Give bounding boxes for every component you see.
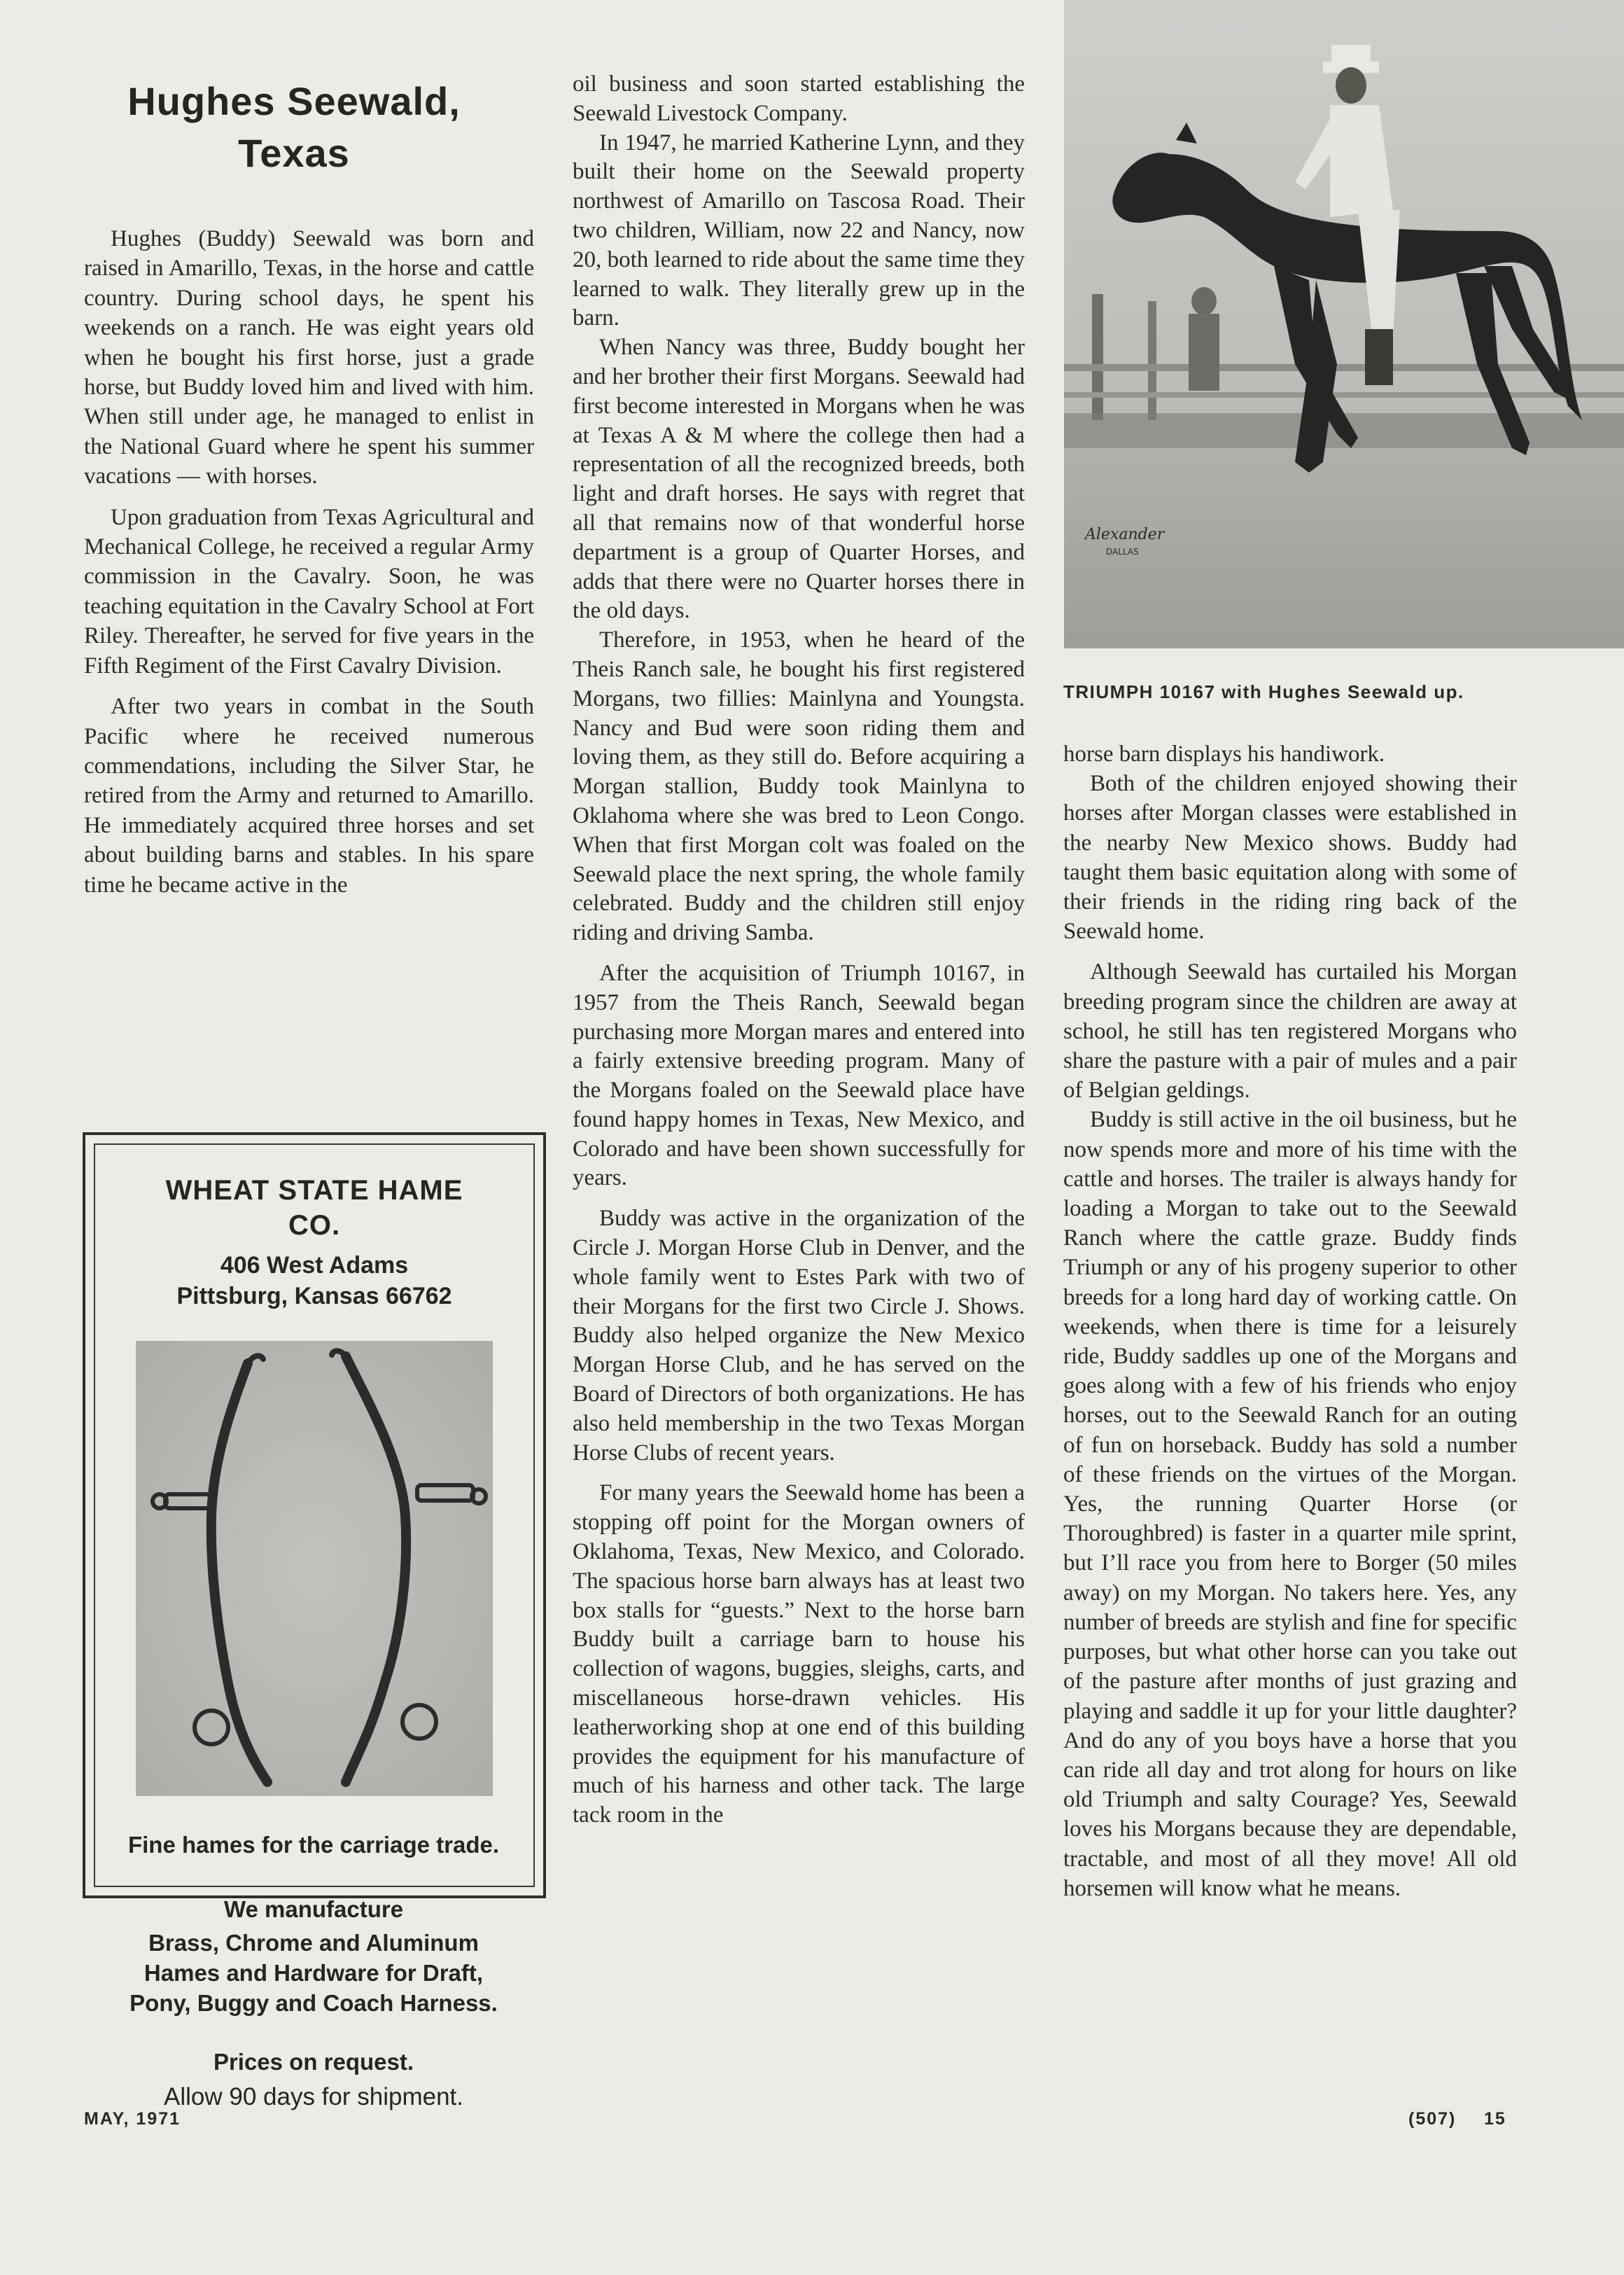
footer-page-number: 15 xyxy=(1484,2109,1506,2129)
paragraph: When Nancy was three, Buddy bought her and her brother their first Morgans. Seewald had first become interested in Morgans when he was at Texas A & M where the college then had a representation of all the recognized breeds, both light and draft horses. He says with regret that all that remains now of that wonderful horse department is a group of Quarter Horses, and adds that there were no Quarter horses there in the old days. xyxy=(573,335,1025,624)
article-column-1 xyxy=(84,224,534,900)
paragraph: Hughes (Buddy) Seewald was born and raised in Amarillo, Texas, in the horse and cattle country. During school days, he spent his weekends on a ranch. He was eight years old when he bought his first horse, just a grade horse, but Buddy loved him and lived with him. When still under age, he managed to enlist in the National Guard where he spent his summer vacations — with horses. xyxy=(84,226,534,489)
paragraph: horse barn displays his handiwork. xyxy=(1063,742,1385,767)
advertisement-box xyxy=(83,1132,546,2110)
paragraph: In 1947, he married Katherine Lynn, and they built their home on the Seewald property northwest of Amarillo on Tascosa Road. Their two children, William, now 22 and Nancy, now 20, both learned to ride about the same time they learned to walk. They literally grew up in the barn. xyxy=(573,130,1025,331)
paragraph: Buddy is still active in the oil business, but he now spends more and more of his time with the cattle and horses. The trailer is always handy for loading a Morgan to take out to the Seewald Ranch where the cattle graze. Buddy finds Triumph or any of his progeny superior to other breeds for a long hard day of working cattle. On weekends, when there is time for a leisurely ride, Buddy saddles up one of the Morgans and goes along with a few of his friends who enjoy horses, out to the Seewald Ranch for an outing of fun on horseback. Buddy has sold a number of these friends on the virtues of the Morgan. Yes, the running Quarter Horse (or Thoroughbred) is faster in a quarter mile sprint, but I’ll race you from here to Borger (50 miles away) on my Morgan. No takers here. Yes, any number of breeds are stylish and fine for specific purposes, but what other horse can you take out of the pasture after months of just grazing and playing and saddle it up for your little daughter? And do any of you boys have a horse that you can ride all day and trot along for hours on like old Triumph and salty Courage? Yes, Seewald loves his Morgans because they are dependable, tractable, and most of all they move! All old horsemen will know what he means. xyxy=(1063,1107,1517,1901)
ad-company-line2: CO. xyxy=(288,1210,341,1241)
ad-shipment: Allow 90 days for shipment. xyxy=(164,2083,463,2110)
photographer-signature: Alexander xyxy=(1085,526,1165,543)
article-title xyxy=(91,76,497,179)
paragraph: oil business and soon started establishing the Seewald Livestock Company. xyxy=(573,71,1025,126)
ad-company-name xyxy=(95,1173,533,1243)
article-title-line1: Hughes Seewald, xyxy=(127,79,461,123)
paragraph: Upon graduation from Texas Agricultural and Mechanical College, he received a regular Army commission in the Cavalry. Soon, he was teaching equitation in the Cavalry School at Fort Riley. Thereafter, he served for five years in the Fifth Regiment of the First Cavalry Division. xyxy=(84,504,534,679)
ad-address xyxy=(95,1250,533,1312)
ad-prices: Prices on request. xyxy=(213,2049,414,2075)
ad-address-line2: Pittsburg, Kansas 66762 xyxy=(176,1283,452,1309)
horse-photo-image xyxy=(1064,0,1624,648)
ad-manufacture-heading: We manufacture xyxy=(223,1896,404,1922)
article-title-line2: Texas xyxy=(238,131,350,175)
article-column-2 xyxy=(573,70,1025,1830)
advertisement-inner-frame xyxy=(94,1143,535,2110)
photo-caption: TRIUMPH 10167 with Hughes Seewald up. xyxy=(1063,681,1464,702)
paragraph: For many years the Seewald home has been a stopping off point for the Morgan owners of Oklahoma, Texas, New Mexico, and Colorado. The spacious horse barn always has at least two box stalls for “guests.” Next to the horse barn Buddy built a carriage barn to house his collection of wagons, buggies, sleighs, carts, and miscellaneous horse-drawn vehicles. His leatherworking shop at one end of this building provides the equipment for his manufacture of much of his harness and other tack. The large tack room in the xyxy=(573,1480,1025,1828)
article-column-3 xyxy=(1063,739,1517,1903)
ad-tagline: Fine hames for the carriage trade. xyxy=(127,1832,499,1858)
ad-company-line1: WHEAT STATE HAME xyxy=(165,1175,463,1206)
footer-page-ref: (507) xyxy=(1408,2109,1457,2129)
svg-text:DALLAS: DALLAS xyxy=(1106,547,1139,557)
hames-photo xyxy=(136,1341,493,1796)
ad-address-line1: 406 West Adams xyxy=(220,1252,409,1279)
ad-products: Brass, Chrome and Aluminum Hames and Hardware for Draft, Pony, Buggy and Coach Harness. xyxy=(130,1930,498,2016)
paragraph: After two years in combat in the South Pacific where he received numerous commendations, including the Silver Star, he retired from the Army and returned to Amarillo. He immediately acquired three horses and set about building barns and stables. In his spare time he became active in the xyxy=(84,694,534,898)
paragraph: Buddy was active in the organization of the Circle J. Morgan Horse Club in Denver, and the whole family went to Estes Park with two of their Morgans for the first two Circle J. Shows. Buddy also helped organize the New Mexico Morgan Horse Club, and he has served on the Board of Directors of both organizations. He has also held membership in the two Texas Morgan Horse Clubs of recent years. xyxy=(573,1206,1025,1466)
horse-photo xyxy=(1064,0,1624,648)
paragraph: Although Seewald has curtailed his Morgan breeding program since the children are away at school, he still has ten registered Morgans who share the pasture with a pair of mules and a pair of Belgian geldings. xyxy=(1063,959,1517,1104)
footer-date: MAY, 1971 xyxy=(84,2109,181,2129)
paragraph: After the acquisition of Triumph 10167, in 1957 from the Theis Ranch, Seewald began purchasing more Morgan mares and entered into a fairly extensive breeding program. Many of the Morgans foaled on the Seewald place have found happy homes in Texas, New Mexico, and Colorado and have been shown successfully for years. xyxy=(573,960,1025,1191)
paragraph: Therefore, in 1953, when he heard of the Theis Ranch sale, he bought his first registered Morgans, two fillies: Mainlyna and Youngsta. Nancy and Bud were soon riding them and loving them, as they still do. Before acquiring a Morgan stallion, Buddy took Mainlyna to Oklahoma where she was bred to Leon Congo. When that first Morgan colt was foaled on the Seewald place the next spring, the whole family celebrated. Buddy and the children still enjoy riding and driving Samba. xyxy=(573,627,1025,946)
paragraph: Both of the children enjoyed showing their horses after Morgan classes were established in the nearby New Mexico shows. Buddy had taught them basic equitation along with some of their friends in the riding ring back of the Seewald home. xyxy=(1063,771,1517,945)
